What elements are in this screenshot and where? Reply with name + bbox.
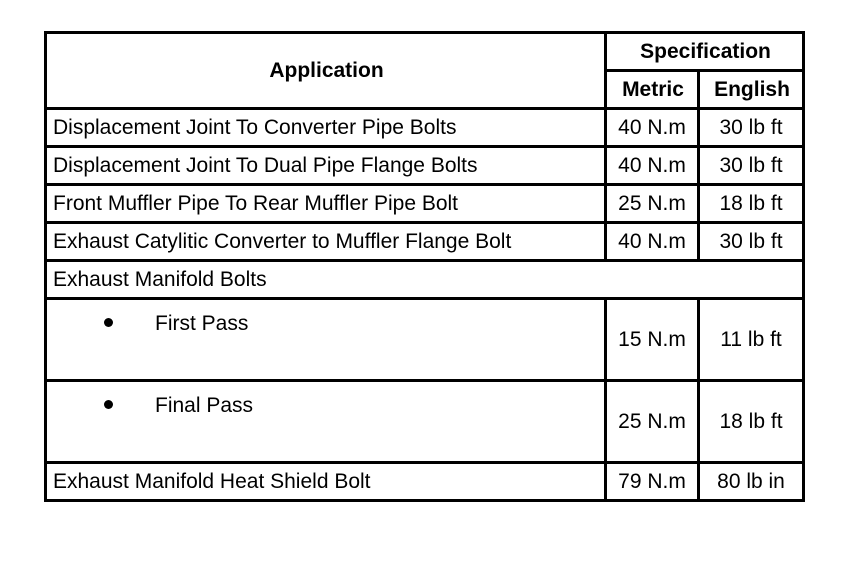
- application-cell: Exhaust Catylitic Converter to Muffler Flange Bolt: [46, 223, 606, 261]
- metric-cell: 15 N.m: [606, 299, 699, 381]
- application-cell: Displacement Joint To Dual Pipe Flange Bolts: [46, 147, 606, 185]
- sub-row: [46, 381, 804, 463]
- table-row: [46, 147, 804, 185]
- table-row: [46, 223, 804, 261]
- bullet-icon: [104, 318, 113, 327]
- sub-label: Final Pass: [155, 394, 254, 417]
- table-row: [46, 109, 804, 147]
- metric-cell: 25 N.m: [606, 381, 699, 463]
- application-cell: Exhaust Manifold Heat Shield Bolt: [46, 463, 606, 501]
- english-cell: 30 lb ft: [699, 109, 804, 147]
- bullet-icon: [104, 400, 113, 409]
- sub-application-cell: [46, 381, 606, 463]
- torque-specification-table: [44, 31, 805, 502]
- metric-cell: 40 N.m: [606, 109, 699, 147]
- metric-cell: 40 N.m: [606, 147, 699, 185]
- metric-cell: 79 N.m: [606, 463, 699, 501]
- english-cell: 30 lb ft: [699, 223, 804, 261]
- sub-row: [46, 299, 804, 381]
- group-row: [46, 261, 804, 299]
- specification-header: Specification: [606, 33, 804, 71]
- english-cell: 80 lb in: [699, 463, 804, 501]
- english-cell: 11 lb ft: [699, 299, 804, 381]
- group-title-cell: Exhaust Manifold Bolts: [46, 261, 804, 299]
- english-cell: 18 lb ft: [699, 185, 804, 223]
- application-header: Application: [46, 33, 606, 109]
- sub-application-cell: [46, 299, 606, 381]
- english-header: English: [699, 71, 804, 109]
- sub-label: First Pass: [155, 312, 249, 335]
- english-cell: 30 lb ft: [699, 147, 804, 185]
- table-row: [46, 185, 804, 223]
- metric-cell: 25 N.m: [606, 185, 699, 223]
- table-row: [46, 463, 804, 501]
- metric-cell: 40 N.m: [606, 223, 699, 261]
- metric-header: Metric: [606, 71, 699, 109]
- application-cell: Displacement Joint To Converter Pipe Bolts: [46, 109, 606, 147]
- application-cell: Front Muffler Pipe To Rear Muffler Pipe Bolt: [46, 185, 606, 223]
- english-cell: 18 lb ft: [699, 381, 804, 463]
